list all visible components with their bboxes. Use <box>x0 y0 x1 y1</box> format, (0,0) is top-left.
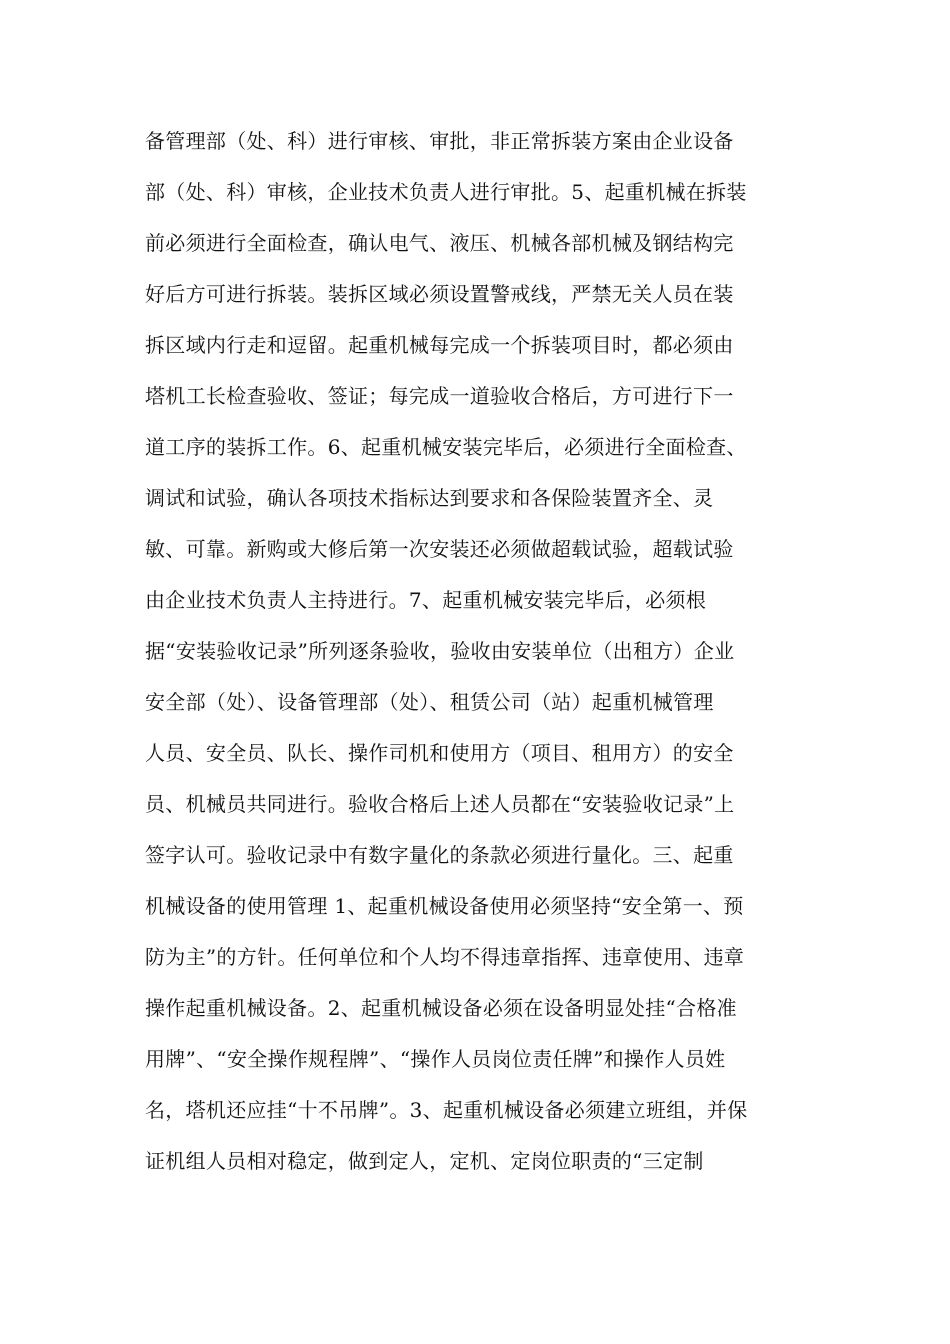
text-line: 人员、安全员、队长、操作司机和使用方（项目、租用方）的安全 <box>145 741 734 765</box>
text-line: 道工序的装拆工作。6、起重机械安装完毕后，必须进行全面检查、 <box>145 435 747 459</box>
text-line: 安全部（处）、设备管理部（处）、租赁公司（站）起重机械管理 <box>145 690 714 714</box>
text-line: 操作起重机械设备。2、起重机械设备必须在设备明显处挂“合格准 <box>145 996 737 1020</box>
text-line: 调试和试验，确认各项技术指标达到要求和各保险装置齐全、灵 <box>145 486 714 510</box>
text-line: 用牌”、“安全操作规程牌”、“操作人员岗位责任牌”和操作人员姓 <box>145 1047 726 1071</box>
text-line: 部（处、科）审核，企业技术负责人进行审批。5、起重机械在拆装 <box>145 180 747 204</box>
text-line: 备管理部（处、科）进行审核、审批，非正常拆装方案由企业设备 <box>145 129 734 153</box>
text-line: 据“安装验收记录”所列逐条验收，验收由安装单位（出租方）企业 <box>145 639 735 663</box>
text-line: 机械设备的使用管理 1、起重机械设备使用必须坚持“安全第一、预 <box>145 894 744 918</box>
document-body <box>145 116 810 1187</box>
text-line: 员、机械员共同进行。验收合格后上述人员都在“安装验收记录”上 <box>145 792 735 816</box>
text-line: 签字认可。验收记录中有数字量化的条款必须进行量化。三、起重 <box>145 843 734 867</box>
text-line: 名，塔机还应挂“十不吊牌”。3、起重机械设备必须建立班组，并保 <box>145 1098 748 1122</box>
text-line: 防为主”的方针。任何单位和个人均不得违章指挥、违章使用、违章 <box>145 945 745 969</box>
text-line: 由企业技术负责人主持进行。7、起重机械安装完毕后，必须根 <box>145 588 707 612</box>
text-line: 前必须进行全面检查，确认电气、液压、机械各部机械及钢结构完 <box>145 231 734 255</box>
text-line: 敏、可靠。新购或大修后第一次安装还必须做超载试验，超载试验 <box>145 537 734 561</box>
text-line: 塔机工长检查验收、签证；每完成一道验收合格后，方可进行下一 <box>145 384 734 408</box>
text-line: 好后方可进行拆装。装拆区域必须设置警戒线，严禁无关人员在装 <box>145 282 734 306</box>
text-line: 拆区域内行走和逗留。起重机械每完成一个拆装项目时，都必须由 <box>145 333 734 357</box>
text-line: 证机组人员相对稳定，做到定人，定机、定岗位职责的“三定制 <box>145 1149 704 1173</box>
